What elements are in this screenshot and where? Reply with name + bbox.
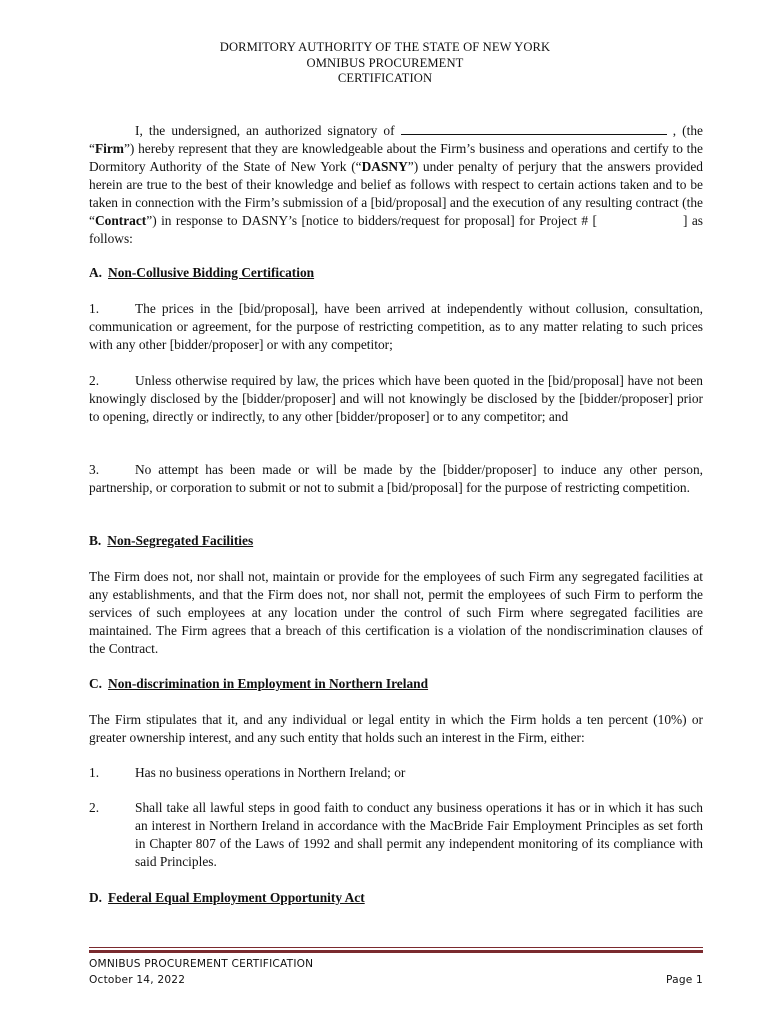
section-a-heading [89,264,314,282]
intro-text-1: I, the undersigned, an authorized signatory of [135,123,395,138]
section-b-letter: B. [89,533,102,548]
section-b-heading [89,532,253,550]
section-b-title: Non-Segregated Facilities [107,533,254,548]
section-c-paragraph [89,711,703,747]
section-d-title: Federal Equal Employment Opportunity Act [108,890,365,905]
footer-date: October 14, 2022 [89,974,186,986]
intro-text-2: (the “ [89,123,703,156]
item-number: 3. [89,462,100,477]
item-text: No attempt has been made or will be made by the [bidder/proposer] to induce any other person, partnership, or corporation to submit or not to submit a [bid/proposal] for the purpose of restricting competition. [89,462,703,495]
section-c-item-2 [89,799,703,871]
intro-text-6: ] as follows: [89,213,703,246]
section-b-text: The Firm does not, nor shall not, maintain or provide for the employees of such Firm any segregated facilities at any establishments, and that the Firm does not, nor shall not, permit the employees of such Firm to perform the services of such employees at any location under the control of such Firm where segregated facilities are maintained. The Firm agrees that a breach of this certification is a violation of the nondiscrimination clauses of the Contract. [89,569,703,656]
section-c-heading [89,675,428,693]
intro-text-5: ”) in response to DASNY’s [notice to bidders/request for proposal] for Project # [ [146,213,597,228]
item-text: Unless otherwise required by law, the prices which have been quoted in the [bid/proposal] have not been knowingly disclosed by the [bidder/proposer] and will not knowingly be disclosed by the [bidder/proposer] prior to opening, directly or indirectly, to any other [bidder/proposer] or to any competitor; and [89,373,703,424]
section-a-item-3 [89,461,703,497]
section-a-letter: A. [89,265,103,280]
section-c-item-1 [89,764,703,782]
item-number: 1. [89,765,100,780]
section-a-item-2 [89,372,703,426]
item-number: 1. [89,301,100,316]
intro-paragraph [89,122,703,248]
section-c-title: Non-discrimination in Employment in Northern Ireland [108,676,429,691]
section-c-text: The Firm stipulates that it, and any individual or legal entity in which the Firm holds a ten percent (10%) or greater ownership interest, and any such entity that holds such an interest in the Firm, either: [89,712,703,745]
section-a-item-1 [89,300,703,354]
section-b-paragraph [89,568,703,658]
title-line-2: OMNIBUS PROCUREMENT [306,55,464,70]
intro-comma: , [672,123,677,138]
section-d-letter: D. [89,890,103,905]
footer-left [89,956,313,988]
item-number: 2. [89,373,100,388]
section-d-heading [89,889,365,907]
item-text: Shall take all lawful steps in good faith to conduct any business operations it has or in which it has such an interest in Northern Ireland in accordance with the MacBride Fair Employment Principles as set forth in Chapter 807 of the Laws of 1992 and shall permit any independent monitoring of its compliance with said Principles. [135,800,703,869]
item-text: Has no business operations in Northern Ireland; or [135,765,406,780]
item-text: The prices in the [bid/proposal], have been arrived at independently without collusion, consultation, communication or agreement, for the purpose of restricting competition, as to any matter relating to such prices with any other [bidder/proposer] or with any competitor; [89,301,703,352]
document-title [0,40,770,87]
dasny-term: DASNY [361,159,408,174]
footer-page-number: Page 1 [666,974,703,986]
section-a-title: Non-Collusive Bidding Certification [108,265,315,280]
section-c-letter: C. [89,676,103,691]
firm-term: Firm [94,141,124,156]
footer-rule-thick [89,950,703,953]
footer-rule-thin [89,947,703,948]
intro-text-3: ”) hereby represent that they are knowledgeable about the Firm’s business and operations and certify to the Dormitory Authority of the State of New York (“ [89,141,703,174]
contract-term: Contract [94,213,147,228]
title-line-3: CERTIFICATION [337,71,433,85]
intro-text-4: ”) under penalty of perjury that the answers provided herein are true to the best of their knowledge and belief as follows with respect to certain actions taken and to be taken in connection with the Firm’s submission of a [bid/proposal] and the execution of any resulting contract (the “ [89,159,703,228]
signatory-blank-field [401,122,667,135]
item-number: 2. [89,800,100,815]
footer-document-name: OMNIBUS PROCUREMENT CERTIFICATION [89,958,314,970]
title-line-1: DORMITORY AUTHORITY OF THE STATE OF NEW YORK [219,40,551,54]
